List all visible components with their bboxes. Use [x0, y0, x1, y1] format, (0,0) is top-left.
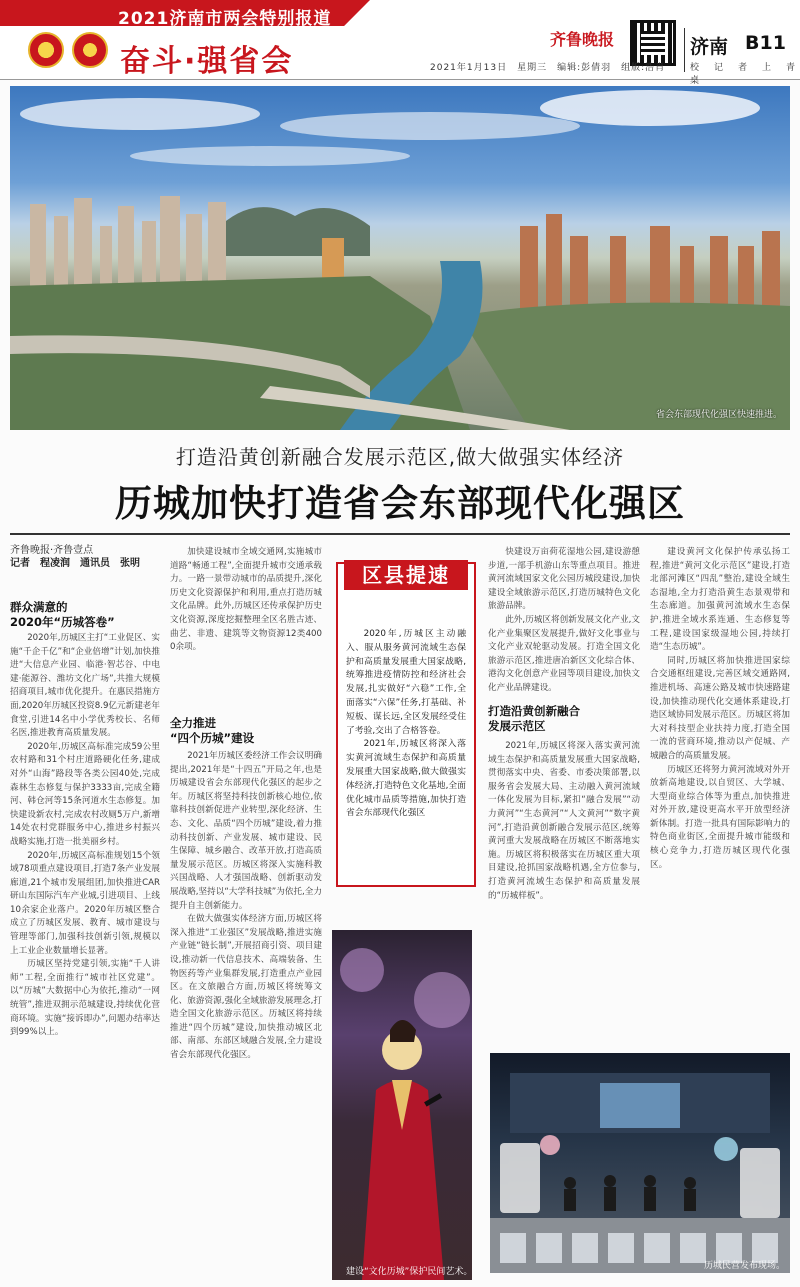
paragraph: 2021年历城区委经济工作会议明确提出,2021年是“十四五”开局之年,也是历城建设省会东部现代化强区的起步之年。历城区将坚持科技创新核心地位,依靠科技创新促进产业转型,深化经济、生态、文化、品质“四个历城”建设,着力推动科技创新、产业发展、城市建设、民生保障、城乡融合、改革开放,打造高质量发展示范区。历城区将深入实施科教兴国战略、人才强国战略、创新驱动发展战略,坚持以“大学科技城”为依托,全力提升自主创新能力。 — [170, 751, 322, 911]
masthead-divider — [684, 28, 685, 72]
paragraph: 历城区还将努力黄河流域对外开放新高地建设,以自贸区、大学城、大型商业综合体等为重点,加快推进对外开放,建设更高水平开放型经济新体制。打造一批具有国际影响力的特色商业街区,全面提升城市能级和核心竞争力,打造历城区现代化强区。 — [650, 764, 790, 870]
event-stage-photo — [490, 1053, 790, 1273]
deck-headline: 打造沿黄创新融合发展示范区,做大做强实体经济 — [175, 445, 625, 469]
feature-paragraph: 2021年,历城区将深入落实黄河流域生态保护和高质量发展重大国家战略,做大做强实体经济,打造特色文化基地,全面优化城市品质等措施,加快打造省会东部现代化强区 — [346, 739, 466, 819]
cityscape-illustration — [10, 86, 790, 430]
subhead-yellow-river: 打造沿黄创新融合 发展示范区 — [488, 704, 580, 733]
city-label: 济南 — [690, 36, 729, 58]
paragraph: 2020年,历城区高标准规划15个领域78项重点建设项目,打造7条产业发展廊道,21个城市发展组团,加快推进CAR研山东国际汽车产业城,引进项目、上线10余家企业落户。2020年历城区整合成立了历城区发展、教育、城市建设与管理等部门,加强科技创新引领,规模以上工业企业数量增长显著。 — [10, 850, 160, 956]
photo2-caption: 建设“文化历城”保护民间艺术。 — [346, 1267, 473, 1277]
subhead-four-licheng: 全力推进 “四个历城”建设 — [170, 716, 255, 745]
paragraph: 2020年,历城区高标准完成59公里农村路和31个村庄道路硬化任务,建成对外“山海”路段等各类公园40处,完成森林生态修复与保护3333亩,完成全籍河、韩仓河等15条河道水生态修复。加快建设新农村,完成农村改厕5万户,新增14处农村党群服务中心,推进乡村振兴战略实施,打造一批美丽乡村。 — [10, 741, 160, 847]
paragraph: 建设黄河文化保护传承弘扬工程,推进“黄河文化示范区”建设,打造北部河滩区“四乱”整治,建设全域生态湿地,全力打造沿黄生态景观带和生态廊道。加强黄河流域水生态保护,推进全域水系连通、生态修复等工程,建设国家级湿地公园,持续打造“生态历城”。 — [650, 547, 790, 653]
feature-text — [346, 628, 466, 858]
stage-illustration — [490, 1053, 790, 1273]
byline-paper: 齐鲁晚报·齐鲁壹点 — [10, 545, 94, 556]
article-column-2-top — [170, 546, 322, 716]
section-title: 奋斗·强省会 — [120, 44, 294, 79]
date-line: 2021年1月13日 星期三 编辑:彭倩羽 组版:浩肖 — [430, 63, 666, 73]
page-number: B11 — [745, 32, 786, 54]
paragraph: 2021年,历城区将深入落实黄河流域生态保护和高质量发展重大国家战略,贯彻落实中央、省委、市委决策部署,以服务省会发展大局、主动融入黄河流域一体化发展为目标,紧扣“融合发展”“动力黄河”“生态黄河”“人文黄河”“数字黄河”,打造沿黄创新融合发展示范区,统筹黄河重大发展战略在历城区不断落地实施。历城区将积极落实在历城区重大项目建设,抢抓国家战略机遇,全方位参与,打造黄河流域生态保护和高质量发展的“历城样板”。 — [488, 741, 640, 901]
paragraph: 加快建设城市全域交通网,实施城市道路“畅通工程”,全面提升城市交通承载力。一路一景带动城市的品质提升,深化历史文化资源保护和利用,重点打造历城文化品牌。此外,历城区还传承保护历史文化资源,深度挖掘整理全区名胜古迹、曲艺、非遗、建筑等文物资源12类4000余项。 — [170, 547, 322, 653]
feature-title: 区县提速 — [344, 560, 468, 590]
cityscape-photo — [10, 86, 790, 430]
subhead-2020-answers: 群众满意的 2020年“历城答卷” — [10, 600, 115, 629]
paragraph: 快建设万亩荷花湿地公园,建设游憩步道,一部手机游山东等重点项目。推进黄河流域国家文化公园历城段建设,加快建设全域旅游示范区,打造历城特色文化旅游品牌。 — [488, 547, 640, 612]
folk-art-performance-photo — [332, 930, 472, 1280]
feature-paragraph: 2020年,历城区主动融入、服从服务黄河流域生态保护和高质量发展重大国家战略,统筹推进疫情防控和经济社会发展,扎实做好“六稳”工作,全面落实“六保”任务,打基础、补短板、谋长远,全区发展经受住了考验,交出了合格答卷。 — [346, 629, 466, 736]
proofreader-line: 校 记 者 上 青 桌 — [690, 63, 799, 86]
article-column-4 — [650, 546, 790, 1046]
article-column-2 — [170, 750, 322, 1274]
photo-caption: 省会东部现代化强区快速推进。 — [655, 410, 782, 420]
paragraph: 历城区坚持党建引领,实施“千人讲师”工程,全面推行“城市社区党建”。以“历城”大数据中心为依托,推动“一网统管”,推进双拥示范城建设,持续优化营商环境。实施“接诉即办”,问题办结率达到99%以上。 — [10, 959, 160, 1038]
article-column-3 — [488, 740, 640, 1045]
performer-illustration — [332, 930, 472, 1280]
masthead — [0, 0, 800, 86]
article-column-3-top — [488, 546, 640, 696]
national-emblem-icon — [28, 32, 64, 68]
newspaper-brand: 齐鲁晚报 — [550, 30, 615, 49]
article-column-1 — [10, 632, 160, 1274]
photo3-caption: 历城民营发布现场。 — [704, 1261, 786, 1271]
paragraph: 同时,历城区将加快推进国家综合交通枢纽建设,完善区域交通路网,推进机场、高速公路及城市快速路建设,加快推动现代化交通体系建设,打造区域协同发展示范区。历城区将加大对科技型企业扶持力度,打造全国一流的营商环境,推动以产促城、产城融合的高质量发展。 — [650, 655, 790, 761]
paragraph: 在做大做强实体经济方面,历城区将深入推进“工业强区”发展战略,推进实施产业链“链长制”,开展招商引资、项目建设,推动新一代信息技术、高端装备、生物医药等产业集群发展,打造重点产业园区。在文旅融合方面,历城区将统筹文化、旅游资源,强化全域旅游发展理念,打造全国文化旅游示范区。历城区将持续推进“四个历城”建设,加快推动城区北部、南部、东部区域融合发展,全力建设省会东部现代化强区。 — [170, 914, 322, 1061]
cppcc-emblem-icon — [72, 32, 108, 68]
event-title: 2021济南市两会特别报道 — [118, 9, 332, 29]
byline-authors: 记者 程凌润 通讯员 张明 — [10, 558, 140, 569]
paragraph: 2020年,历城区主打“工业促区、实施“千企千亿”和“企业倍增”计划,加快推进“大信息产业园、临港·智芯谷、中电建·能源谷、潍坊文化广场”,共推大规模招商项目,城市优化提升。在惠民措施方面,2020年历城区投资8.9亿元新建老年食堂,引进14名中小学优秀校长、名师名医,推进教育高质量发展。 — [10, 633, 160, 739]
headline-rule — [10, 533, 790, 535]
main-headline: 历城加快打造省会东部现代化强区 — [115, 482, 685, 525]
byline — [10, 544, 140, 570]
paragraph: 此外,历城区将创新发展文化产业,文化产业集聚区发展提升,做好文化事业与文化产业双轮驱动发展。打造全国文化旅游示范区,推进唐冶新区文化综合体、港沟文化创意产业园等项目建设,加快文化产业品牌建设。 — [488, 614, 640, 693]
